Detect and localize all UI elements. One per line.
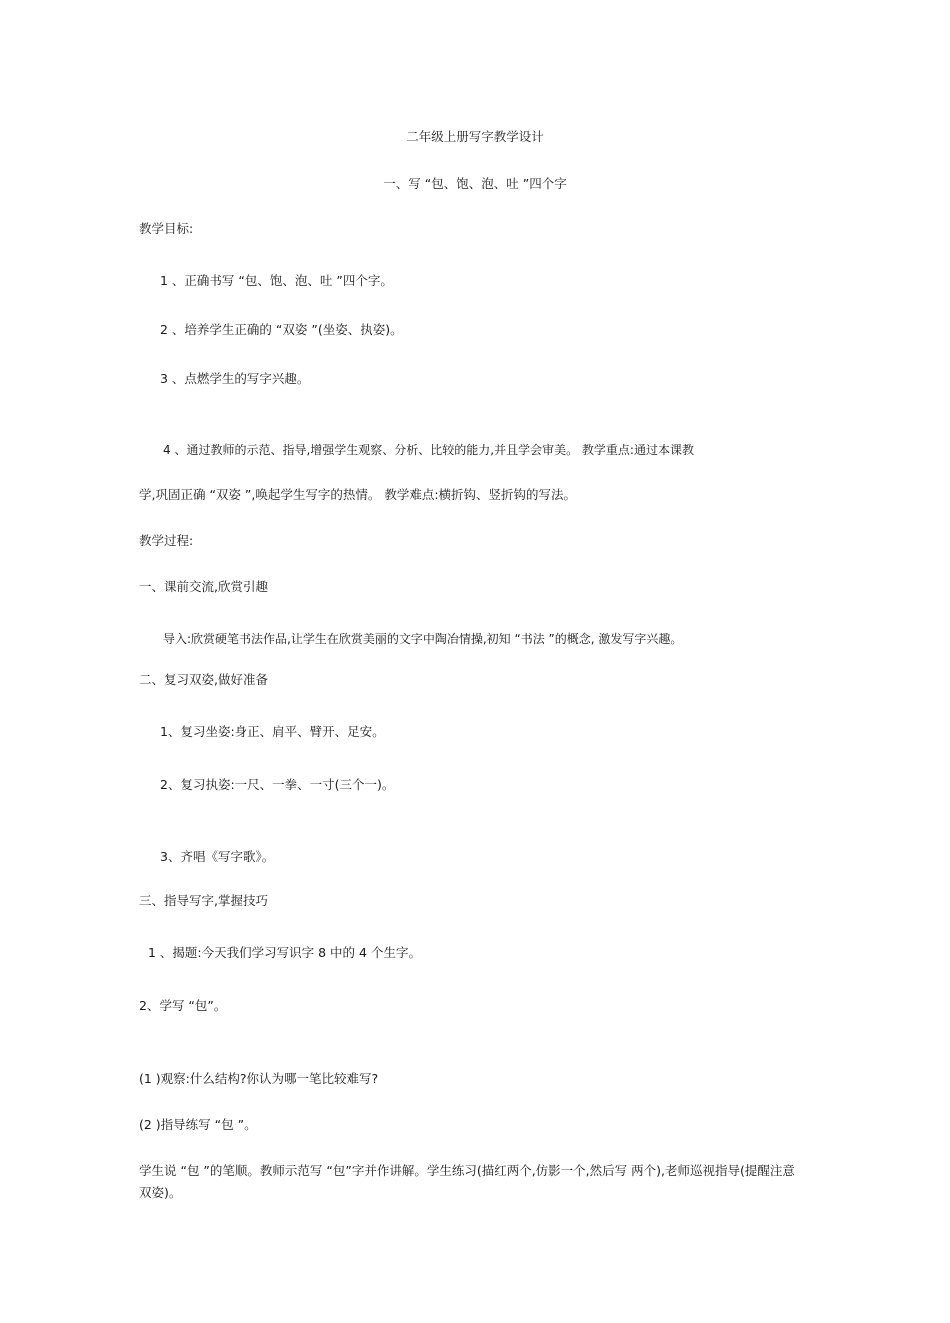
document-title: 二年级上册写字教学设计 xyxy=(406,129,544,144)
goal-item-4-line-2: 学,巩固正确 “双姿 ”,唤起学生写字的热情。 教学难点:横折钩、竖折钩的写法。 xyxy=(139,487,577,502)
step-2: (2 )指导练写 “包 ”。 xyxy=(139,1117,257,1132)
section-2-item-2: 2、复习执姿:一尺、一拳、一寸(三个一)。 xyxy=(160,777,395,792)
section-1-intro: 导入:欣赏硬笔书法作品,让学生在欣赏美丽的文字中陶冶情操,初知 “书法 ”的概念, 激发写字兴趣。 xyxy=(163,632,683,646)
section-heading-3: 三、指导写字,掌握技巧 xyxy=(139,893,268,908)
step-1: (1 )观察:什么结构?你认为哪一笔比较难写? xyxy=(139,1071,379,1086)
goal-item-1: 1 、正确书写 “包、饱、泡、吐 ”四个字。 xyxy=(160,273,393,288)
goal-item-4-line-1: 4 、通过教师的示范、指导,增强学生观察、分析、比较的能力,并且学会审美。 教学重点:通过本课教 xyxy=(163,443,694,457)
section-2-item-1: 1、复习坐姿:身正、肩平、臂开、足安。 xyxy=(160,724,385,739)
section-3-item-2: 2、学写 “包”。 xyxy=(139,998,227,1013)
section-2-item-3: 3、齐唱《写字歌》。 xyxy=(160,849,275,864)
section-heading-1: 一、课前交流,欣赏引趣 xyxy=(139,579,268,594)
goals-heading: 教学目标: xyxy=(139,221,194,236)
process-heading: 教学过程: xyxy=(139,533,194,548)
section-heading-2: 二、复习双姿,做好准备 xyxy=(139,672,268,687)
goal-item-3: 3 、点燃学生的写字兴趣。 xyxy=(160,371,310,386)
final-paragraph: 学生说 “包 ”的笔顺。教师示范写 “包”字并作讲解。学生练习(描红两个,仿影一个,然后写 两个),老师巡视指导(提醒注意双姿)。 xyxy=(139,1163,795,1200)
document-subtitle: 一、写 “包、饱、泡、吐 ”四个字 xyxy=(383,176,567,191)
section-3-item-1: 1 、揭题:今天我们学习写识字 8 中的 4 个生字。 xyxy=(148,945,421,960)
goal-item-2: 2 、培养学生正确的 “双姿 ”(坐姿、执姿)。 xyxy=(160,322,403,337)
